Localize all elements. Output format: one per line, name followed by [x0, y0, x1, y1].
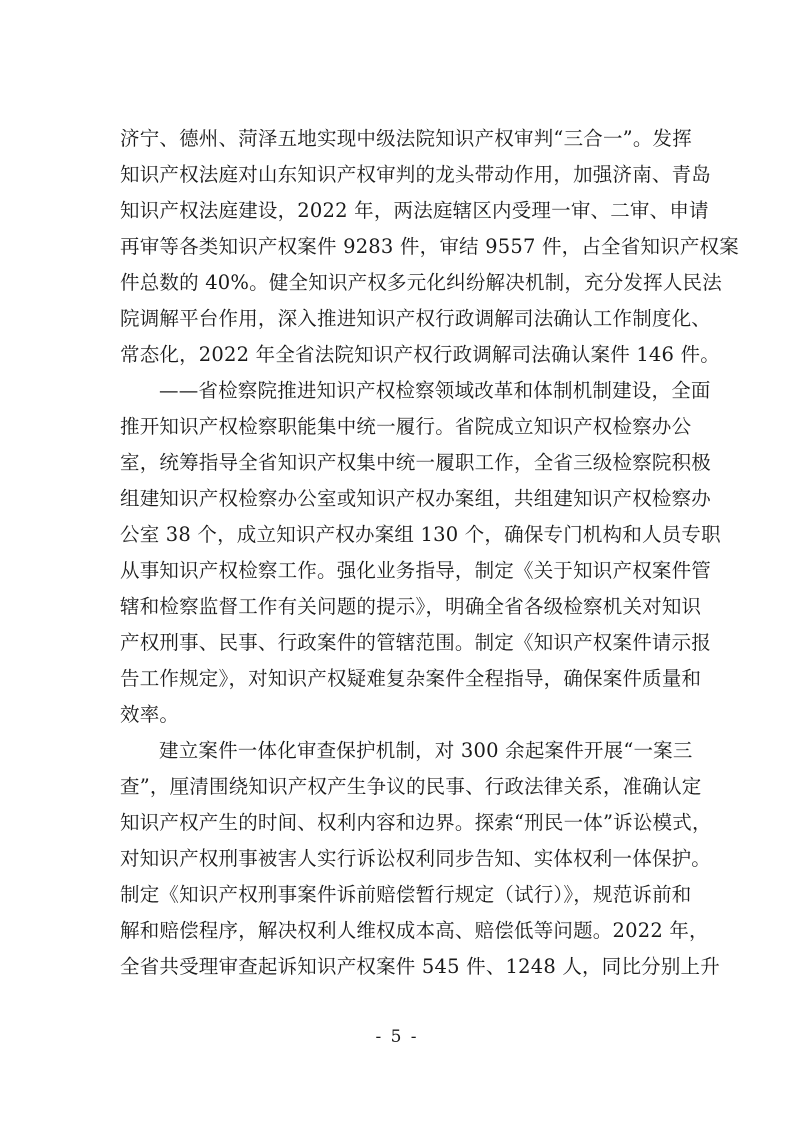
page-number: - 5 - — [375, 1027, 419, 1047]
paragraph-2-line: 从事知识产权检察工作。强化业务指导，制定《关于知识产权案件管 — [120, 559, 712, 582]
paragraph-1-line: 知识产权法庭建设，2022 年，两法庭辖区内受理一审、二审、申请 — [120, 199, 709, 222]
paragraph-1-line: 知识产权法庭对山东知识产权审判的龙头带动作用，加强济南、青岛 — [120, 163, 712, 186]
paragraph-2-line: 效率。 — [120, 703, 180, 726]
paragraph-2-line: 推开知识产权检察职能集中统一履行。省院成立知识产权检察办公 — [120, 415, 692, 438]
paragraph-2-line: 室，统筹指导全省知识产权集中统一履职工作，全省三级检察院积极 — [120, 451, 712, 474]
paragraph-1-line: 再审等各类知识产权案件 9283 件，审结 9557 件，占全省知识产权案 — [120, 235, 739, 258]
paragraph-3-line: 建立案件一体化审查保护机制，对 300 余起案件开展“一案三 — [159, 739, 693, 762]
paragraph-1-line: 院调解平台作用，深入推进知识产权行政调解司法确认工作制度化、 — [120, 307, 712, 330]
paragraph-1-line: 常态化，2022 年全省法院知识产权行政调解司法确认案件 146 件。 — [120, 343, 720, 366]
paragraph-1-line: 件总数的 40%。健全知识产权多元化纠纷解决机制，充分发挥人民法 — [120, 271, 722, 294]
paragraph-2-line: 组建知识产权检察办公室或知识产权办案组，共组建知识产权检察办 — [120, 487, 712, 510]
paragraph-2-line: 产权刑事、民事、行政案件的管辖范围。制定《知识产权案件请示报 — [120, 631, 712, 654]
paragraph-2-line: ——省检察院推进知识产权检察领域改革和体制机制建设，全面 — [159, 379, 711, 402]
body-text — [120, 121, 739, 985]
paragraph-2-line: 公室 38 个，成立知识产权办案组 130 个，确保专门机构和人员专职 — [120, 523, 721, 546]
paragraph-3-line: 解和赔偿程序，解决权利人维权成本高、赔偿低等问题。2022 年， — [120, 919, 709, 942]
paragraph-3-line: 全省共受理审查起诉知识产权案件 545 件、1248 人，同比分别上升 — [120, 955, 720, 978]
paragraph-3-line: 对知识产权刑事被害人实行诉讼权利同步告知、实体权利一体保护。 — [120, 847, 712, 870]
paragraph-3-line: 查”，厘清围绕知识产权产生争议的民事、行政法律关系，准确认定 — [120, 775, 702, 798]
paragraph-3-line: 知识产权产生的时间、权利内容和边界。探索“刑民一体”诉讼模式， — [120, 811, 712, 834]
paragraph-1-line: 济宁、德州、菏泽五地实现中级法院知识产权审判“三合一”。发挥 — [120, 127, 692, 150]
paragraph-2-line: 告工作规定》，对知识产权疑难复杂案件全程指导，确保案件质量和 — [120, 667, 702, 690]
paragraph-2-line: 辖和检察监督工作有关问题的提示》，明确全省各级检察机关对知识 — [120, 595, 702, 618]
paragraph-3-line: 制定《知识产权刑事案件诉前赔偿暂行规定（试行）》，规范诉前和 — [120, 883, 692, 906]
